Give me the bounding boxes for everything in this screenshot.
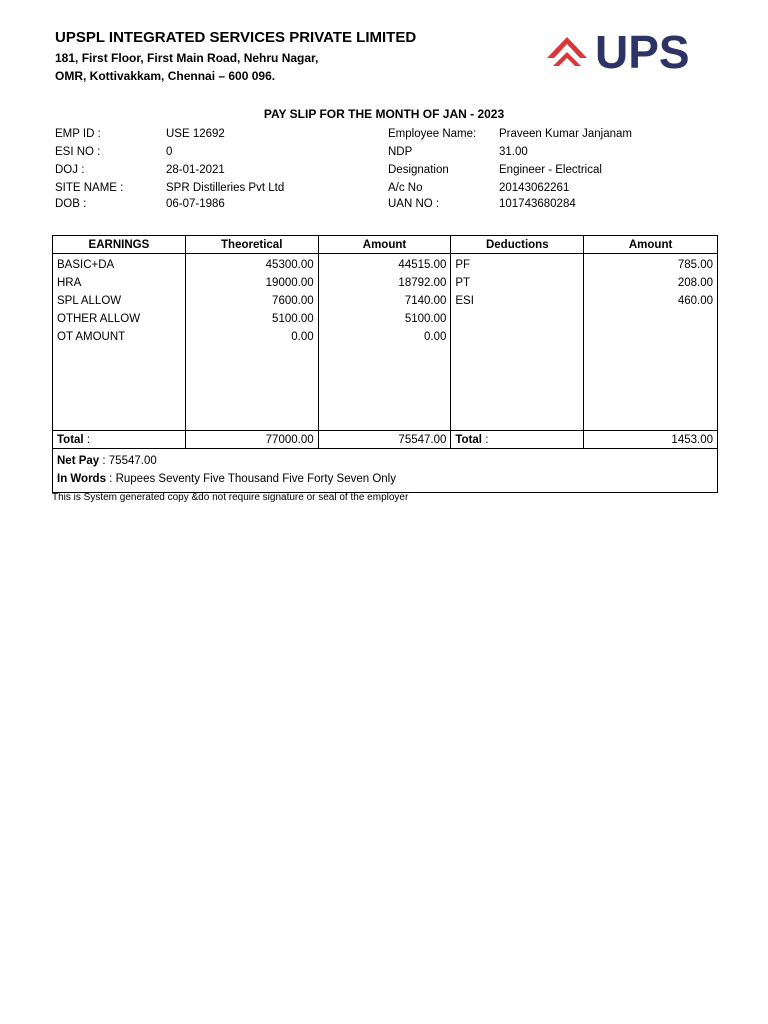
in-words-line: In Words : Rupees Seventy Five Thousand Five Forty Seven Only [57,473,396,485]
salary-table [52,235,718,493]
site-name-label: SITE NAME : [55,182,124,194]
deduction-amount: 208.00 [677,277,713,289]
earning-amount: 0.00 [424,331,447,343]
deduction-amount: 460.00 [677,295,713,307]
dob-label: DOB : [55,198,87,210]
deduction-amount: 785.00 [677,259,713,271]
table-body-row [53,254,718,431]
employee-name-value: Praveen Kumar Janjanam [499,128,632,140]
total-label: Total [57,433,84,446]
header-earnings: EARNINGS [53,236,186,254]
earning-amount: 7140.00 [404,295,447,307]
theoretical-value: 5100.00 [272,313,314,325]
theoretical-value: 45300.00 [265,259,314,271]
payslip-title: PAY SLIP FOR THE MONTH OF JAN - 2023 [263,107,505,121]
doj-label: DOJ : [55,164,85,176]
company-address-line2: OMR, Kottivakkam, Chennai – 600 096. [55,69,276,83]
total-amount: 75547.00 [318,431,451,449]
uan-no-label: UAN NO : [388,198,440,210]
earning-name: SPL ALLOW [57,295,122,307]
total-deductions: 1453.00 [584,431,718,449]
in-words-value: Rupees Seventy Five Thousand Five Forty Seven Only [115,473,396,485]
deduction-amounts-cell [584,254,718,431]
emp-id-label: EMP ID : [55,128,101,140]
theoretical-value: 0.00 [291,331,314,343]
earning-amount: 18792.00 [398,277,447,289]
footer-note: This is System generated copy &do not require signature or seal of the employer [52,492,409,503]
earning-name: OTHER ALLOW [57,313,141,325]
net-pay-row [53,449,718,493]
ndp-label: NDP [388,146,413,158]
earning-amount: 5100.00 [404,313,447,325]
site-name-value: SPR Distilleries Pvt Ltd [166,182,285,194]
earning-name: OT AMOUNT [57,331,126,343]
in-words-label: In Words [57,473,106,485]
ndp-value: 31.00 [499,146,528,158]
earning-name: HRA [57,277,82,289]
header-deductions: Deductions [451,236,584,254]
earning-amount: 44515.00 [398,259,447,271]
account-no-label: A/c No [388,182,423,194]
header-theoretical: Theoretical [185,236,318,254]
theoretical-values-cell [185,254,318,431]
deduction-names-cell [451,254,584,431]
emp-id-value: USE 12692 [166,128,225,140]
total-row [53,431,718,449]
table-header-row [53,236,718,254]
theoretical-value: 7600.00 [272,295,314,307]
earnings-names-cell [53,254,186,431]
chevron-logo-icon [547,37,587,66]
deduction-name: PF [455,259,471,271]
company-name: UPSPL INTEGRATED SERVICES PRIVATE LIMITED [55,29,417,46]
designation-value: Engineer - Electrical [499,164,602,176]
esi-no-label: ESI NO : [55,146,101,158]
deduction-name: PT [455,277,471,289]
net-pay-cell [53,449,718,493]
doj-value: 28-01-2021 [166,164,225,176]
esi-no-value: 0 [166,146,173,158]
dob-value: 06-07-1986 [166,198,225,210]
company-logo [545,28,735,74]
header-deduction-amount: Amount [584,236,718,254]
theoretical-value: 19000.00 [265,277,314,289]
total-deductions-label: Total [455,433,483,446]
earning-name: BASIC+DA [57,259,115,271]
employee-name-label: Employee Name: [388,128,477,140]
designation-label: Designation [388,164,449,176]
total-label-cell: Total : [53,431,186,449]
amount-values-cell [318,254,451,431]
total-theoretical: 77000.00 [185,431,318,449]
deduction-name: ESI [455,295,474,307]
logo-text: UPS [595,28,690,74]
net-pay-label: Net Pay [57,455,100,467]
net-pay-value: 75547.00 [108,455,157,467]
total-deductions-label-cell: Total : [451,431,584,449]
account-no-value: 20143062261 [499,182,570,194]
net-pay-line: Net Pay : 75547.00 [57,455,157,467]
header-amount: Amount [318,236,451,254]
company-address-line1: 181, First Floor, First Main Road, Nehru Nagar, [55,51,319,65]
uan-no-value: 101743680284 [499,198,576,210]
